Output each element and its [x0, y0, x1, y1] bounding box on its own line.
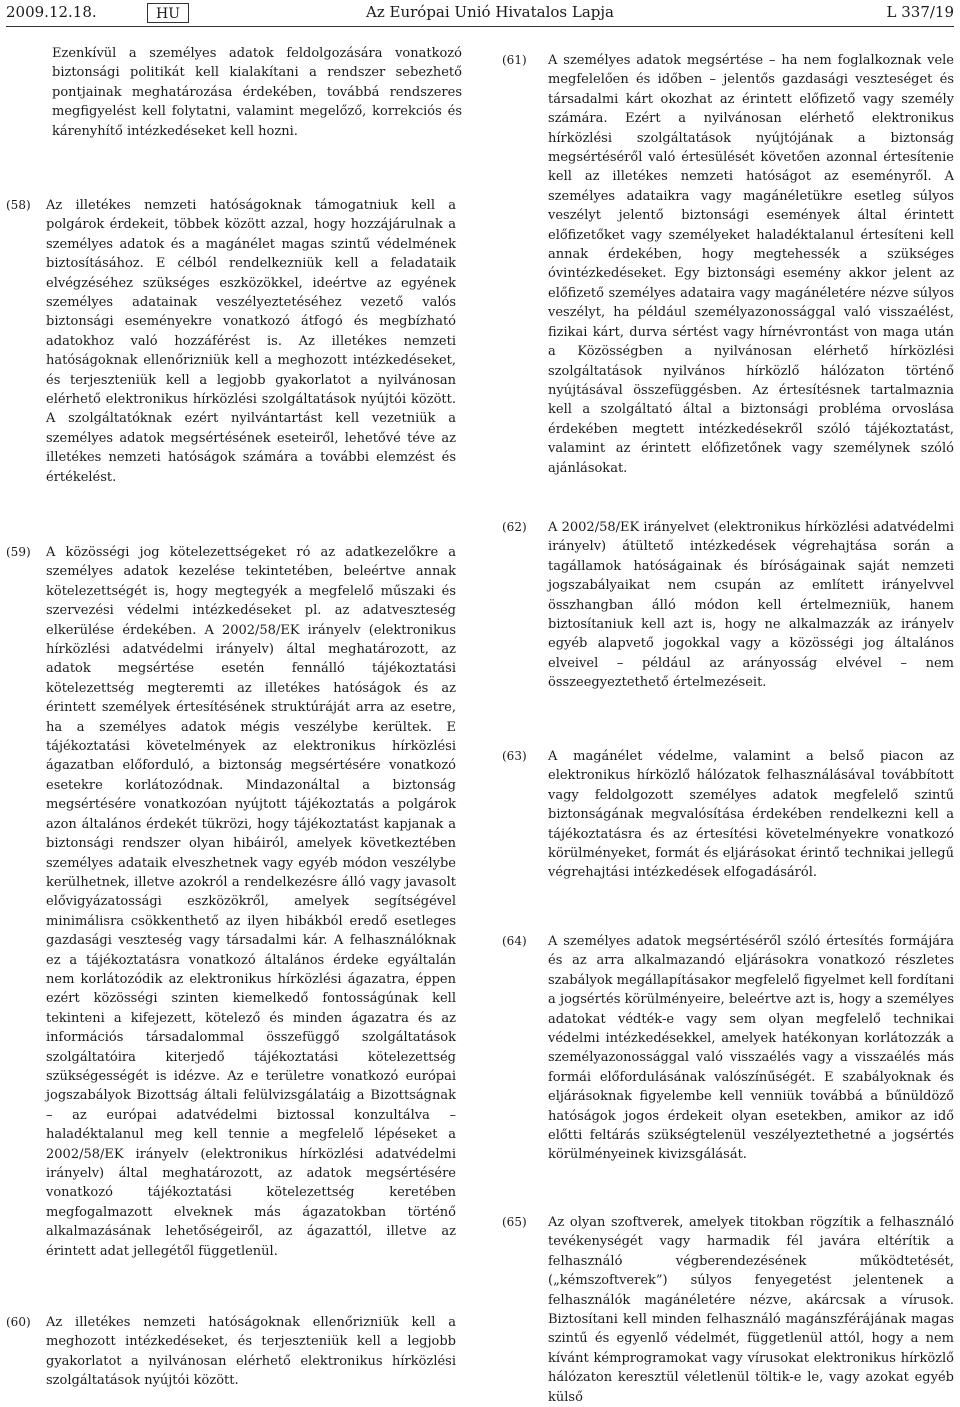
intro-text: Ezenkívül a személyes adatok feldolgozására vonatkozó biztonsági politikát kell kialakítani a rendszer sebezhető pontjainak meghatározása érdekében, továbbá rendszeres megfigyelést kell folytatni, valamint megelőző, korrekciós és kárenyhítő intézkedéseket kell hozni.: [52, 46, 462, 139]
recital-number: (59): [6, 545, 31, 559]
header-rule: [6, 26, 954, 27]
recital-number: (65): [502, 1215, 527, 1229]
recital-text: Az illetékes nemzeti hatóságoknak ellenőrizniük kell a meghozott intézkedéseket, és terjeszteniük kell a legjobb gyakorlatot a nyilvánosan elérhető elektronikus hírközlési szolgáltatások nyújtói között.: [46, 1315, 456, 1389]
page-header: [0, 0, 960, 30]
recital-text: A személyes adatok megsértéséről szóló értesítés formájára és az arra alkalmazandó eljárásokra vonatkozó részletes szabályok megállapításakor megfelelő figyelmet kell fordítani a jogsértés körülményeire, beleértve azt is, hogy a személyes adatokat védték-e vagy sem olyan megfelelő technikai védelmi intézkedésekkel, amelyek hatékonyan korlátozzák a személyazonossággal való visszaélés vagy a visszaélés más formái előfordulásának valószínűségét. E szabályoknak és eljárásoknak figyelembe kell venniük továbbá a bűnüldöző hatóságok jogos érdekeit olyan esetekben, amikor az idő előtti feltárás szükségtelenül veszélyeztethetné a jogsértés körülményeinek kivizsgálását.: [548, 934, 955, 1163]
recital-62: [502, 518, 954, 693]
recital-text: Az olyan szoftverek, amelyek titokban rögzítik a felhasználó tevékenységét vagy harmadik fél javára eltérítik a felhasználó végberendezésének működtetését, („kémszoftverek”) súlyos fenyegetést jelentenek a felhasználók magánéletére nézve, akárcsak a vírusok. Biztosítani kell minden felhasználó magánszférájának magas szintű és egyenlő védelmét, függetlenül attól, hogy a nem kívánt kémprogramokat vagy vírusokat elektronikus hírközlő hálózaton keresztül véletlenül töltik-e le, vagy azokat egyéb külső: [548, 1215, 954, 1405]
recital-number: (62): [502, 520, 527, 534]
recital-59: [0, 543, 456, 1261]
recital-number: (64): [502, 934, 527, 948]
recital-number: (63): [502, 749, 527, 763]
recital-number: (60): [6, 1315, 31, 1329]
recital-text: A magánélet védelme, valamint a belső piacon az elektronikus hírközlő hálózatok felhasználásával továbbított vagy feldolgozott személyes adatok megfelelő szintű biztonságának megvalósítása érdekében rendelkezni kell a tájékoztatásra és az értesítési követelményekre vonatkozó körülményeket, formát és eljárásokat érintő technikai jellegű végrehajtási intézkedések elfogadásáról.: [548, 749, 954, 881]
recital-60: [0, 1313, 456, 1391]
recital-text: A közösségi jog kötelezettségeket ró az adatkezelőkre a személyes adatok kezelése tekintetében, beleértve annak kötelezettségét is, hogy megtegyék a megfelelő műszaki és szervezési védelmi intézkedéseket pl. az adatveszteség elkerülése érdekében. A 2002/58/EK irányelv (elektronikus hírközlési adatvédelmi irányelv) által meghatározott, az adatok megsértése esetén fennálló tájékoztatási kötelezettség megteremti az illetékes hatóságok és az érintett személyek értesítésének struktúráját arra az esetre, ha a személyes adatok mégis veszélybe kerültek. E tájékoztatási követelmények az elektronikus hírközlési ágazatban előforduló, a biztonság megsértésére vonatkozó esetekre korlátozódnak. Mindazonáltal a biztonság megsértésére vonatkozóan nyújtott tájékoztatás a polgárok azon általános érdekét tükrözi, hogy tájékoztatást kapjanak a biztonsági rendszer olyan hibáiról, amelyek következtében személyes adataik elveszhetnek vagy egyéb módon veszélybe kerülhetnek, illetve azokról a rendelkezésre álló vagy javasolt elővigyázatossági eszközökről, amelyek segítségével minimálisra csökkenthető az ilyen hibákból eredő esetleges gazdasági veszteség vagy társadalmi kár. A felhasználóknak ez a tájékoztatásra vonatkozó általános érdeke egyáltalán nem korlátozódik az elektronikus hírközlési ágazatra, éppen ezért közösségi szinten kiemelkedő fontosságúnak kell tekinteni a kifejezett, kötelező és minden ágazatra és az információs társadalommal összefüggő szolgáltatások szolgáltatóira kiterjedő tájékoztatási kötelezettség szükségességét is idézve. Az e területre vonatkozó európai jogszabályok Bizottság általi felülvizsgálatáig a Bizottságnak – az európai adatvédelmi biztossal konzultálva – haladéktalanul meg kell tennie a megfelelő lépéseket a 2002/58/EK irányelv (elektronikus hírközlési adatvédelmi irányelv) által meghatározott, az adatok megsértésére vonatkozó tájékoztatási kötelezettség keretében megfogalmazott elveknek más ágazatokban történő alkalmazásának lehetőségeiről, az ágazattól, illetve az érintett adat jellegétől függetlenül.: [46, 545, 456, 1259]
recital-61: [502, 51, 954, 478]
recital-number: (61): [502, 53, 527, 67]
recital-text: A személyes adatok megsértése – ha nem foglalkoznak vele megfelelően és időben – jelentős gazdasági veszteséget és társadalmi kárt okozhat az érintett előfizető vagy személy számára. Ezért a nyilvánosan elérhető elektronikus hírközlési szolgáltatások nyújtójának a biztonság megsértéséről való értesülését követően azonnal értesítenie kell az illetékes nemzeti hatóságot az eseményről. A személyes adataikra vagy magánéletükre esetleg súlyos veszélyt jelentő biztonsági események által érintett előfizetőket vagy személyeket haladéktalanul értesíteni kell annak érdekében, hogy megtehessék a szükséges óvintézkedéseket. Egy biztonsági esemény akkor jelent az előfizető személyes adataira vagy magánéletére nézve súlyos veszélyt, ha például személyazonossággal való visszaélést, fizikai kárt, durva sértést vagy hírnévrontást von maga után a Közösségben a nyilvánosan elérhető hírközlési szolgáltatások nyilvános hírközlő hálózaton történő nyújtásával összefüggésben. Az értesítésnek tartalmaznia kell a szolgáltató által a biztonsági probléma orvoslása érdekében megtett intézkedésekről szóló tájékoztatást, valamint az érintett előfizetőnek vagy személynek szóló ajánlásokat.: [548, 53, 954, 476]
publication-date: 2009.12.18.: [6, 3, 97, 21]
recital-64: [502, 932, 954, 1165]
recital-63: [502, 747, 954, 883]
language-badge: HU: [147, 3, 189, 23]
recital-65: [502, 1213, 954, 1407]
recital-58: [0, 196, 456, 487]
recital-text: A 2002/58/EK irányelvet (elektronikus hírközlési adatvédelmi irányelv) átültető intézkedések végrehajtása során a tagállamok hatóságainak és bíróságainak saját nemzeti jogszabályaikat nem csupán az említett irányelvvel összhangban álló módon kell értelmezniük, hanem biztosítaniuk kell azt is, hogy ne alkalmazzák az irányelv egyéb alapvető jogokkal vagy a közösségi jog általános elveivel – például az arányosság elvével – nem összeegyeztethető értelmezéseit.: [548, 520, 954, 691]
journal-title: Az Európai Unió Hivatalos Lapja: [366, 3, 614, 21]
page-reference: L 337/19: [886, 3, 954, 21]
recital-number: (58): [6, 198, 31, 212]
recital-text: Az illetékes nemzeti hatóságoknak támogatniuk kell a polgárok érdekeit, többek között azzal, hogy hozzájárulnak a személyes adatok és a magánélet magas szintű védelmének biztosításához. E célból rendelkezniük kell a feladataik elvégzéséhez szükséges eszközökkel, ideértve az egyének személyes adatainak veszélyeztetéséhez vezető valós biztonsági eseményekre vonatkozó átfogó és megbízható adatokhoz való hozzáférést is. Az illetékes nemzeti hatóságoknak ellenőrizniük kell a meghozott intézkedéseket, és terjeszteniük kell a legjobb gyakorlatot a nyilvánosan elérhető elektronikus hírközlési szolgáltatások nyújtói között. A szolgáltatóknak ezért nyilvántartást kell vezetniük a személyes adatok megsértésének eseteiről, lehetővé téve az illetékes nemzeti hatóságok számára a további elemzést és értékelést.: [46, 198, 456, 485]
intro-paragraph: [6, 44, 462, 141]
